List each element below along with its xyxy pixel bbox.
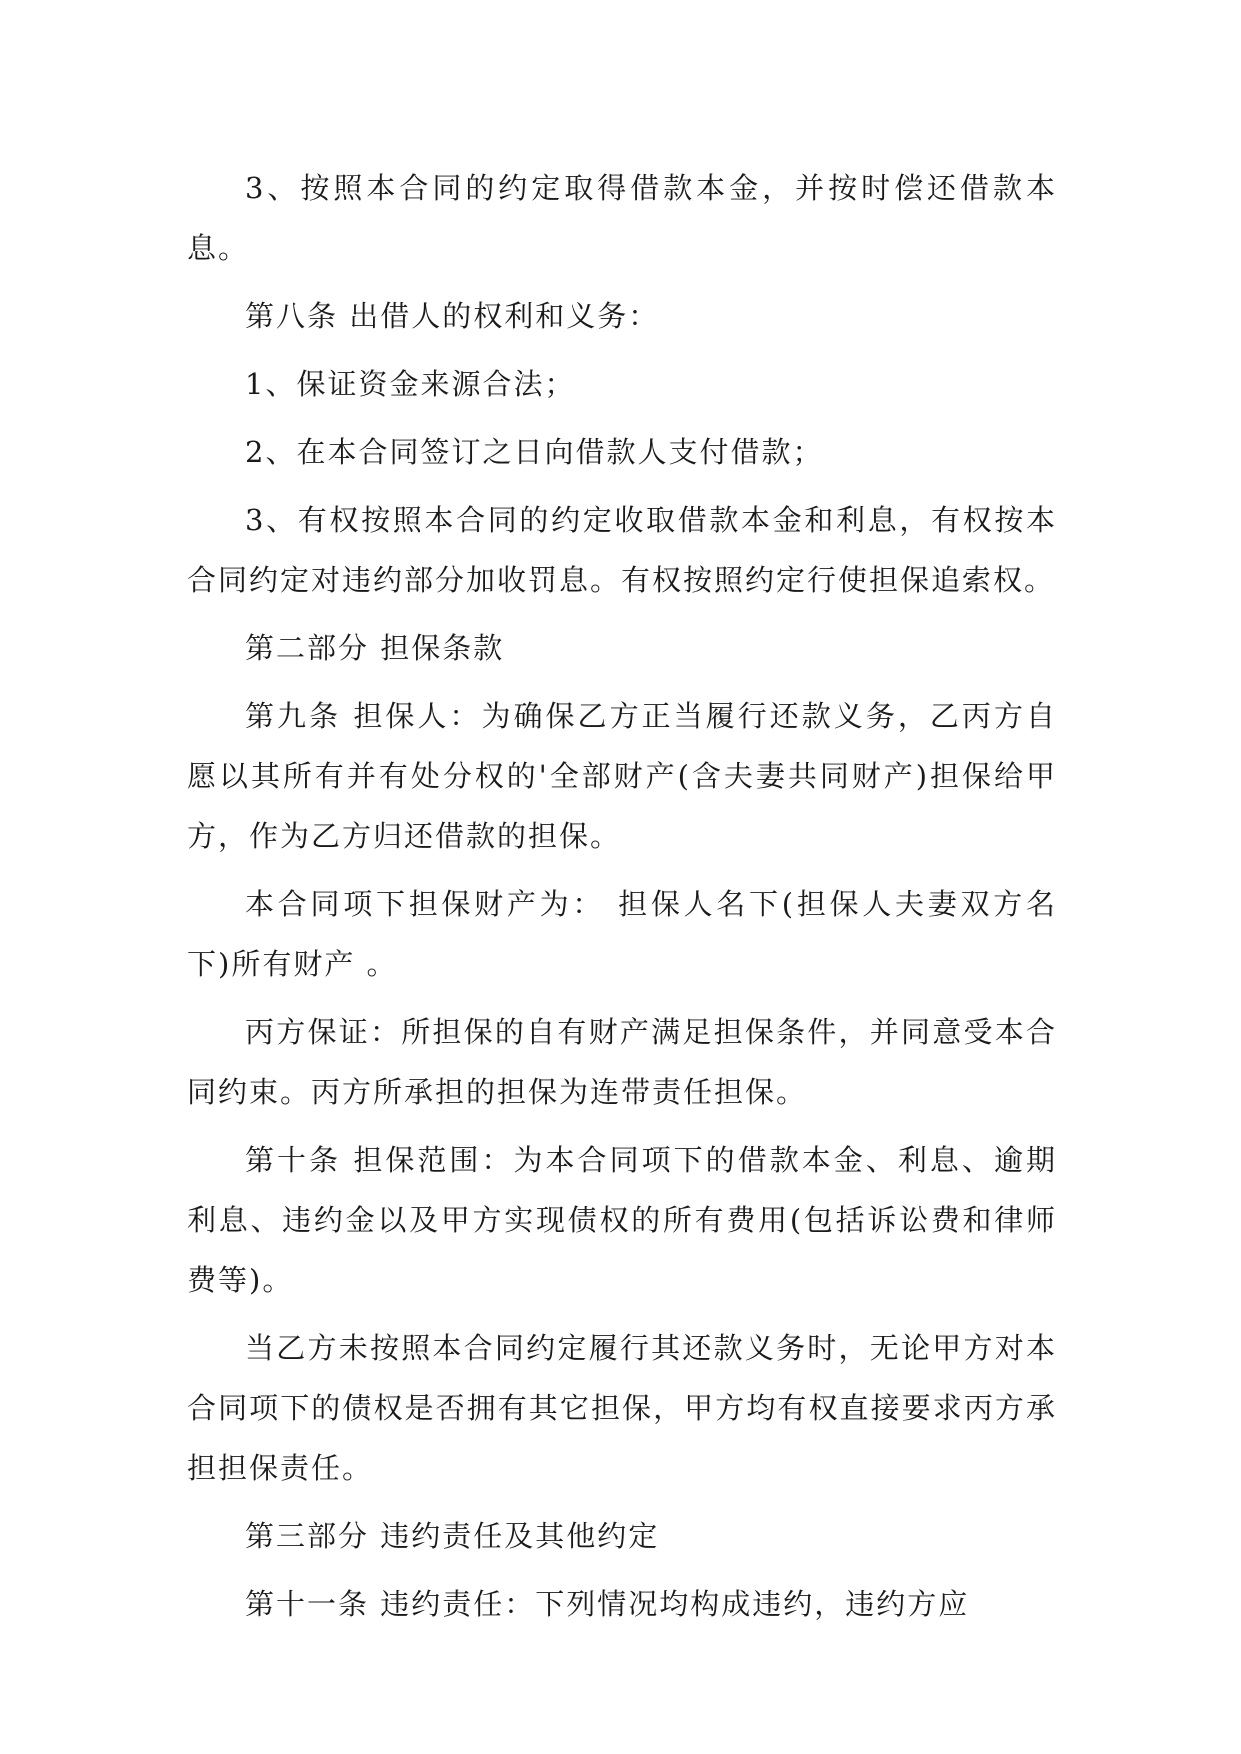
paragraph-direct-claim: 当乙方未按照本合同约定履行其还款义务时，无论甲方对本合同项下的债权是否拥有其它担保，甲方均有权直接要求丙方承担担保责任。	[187, 1331, 1057, 1485]
paragraph-part-2-heading: 第二部分 担保条款	[245, 631, 505, 665]
document-body	[187, 158, 1057, 1642]
paragraph-article-8-heading: 第八条 出借人的权利和义务：	[245, 299, 660, 333]
paragraph-guarantee-property: 本合同项下担保财产为： 担保人名下(担保人夫妻双方名下)所有财产 。	[187, 887, 1057, 981]
paragraph-lender-duty-1: 1、保证资金来源合法；	[245, 367, 576, 401]
paragraph-article-10: 第十条 担保范围：为本合同项下的借款本金、利息、逾期利息、违约金以及甲方实现债权的所有费用(包括诉讼费和律师费等)。	[187, 1143, 1057, 1297]
paragraph-article-11: 第十一条 违约责任：下列情况均构成违约，违约方应	[245, 1587, 970, 1621]
paragraph-lender-duty-2: 2、在本合同签订之日向借款人支付借款；	[245, 435, 824, 469]
paragraph-part-3-heading: 第三部分 违约责任及其他约定	[245, 1519, 660, 1553]
paragraph-borrower-obligation-3: 3、按照本合同的约定取得借款本金，并按时偿还借款本息。	[187, 171, 1057, 265]
paragraph-guarantor-assurance: 丙方保证：所担保的自有财产满足担保条件，并同意受本合同约束。丙方所承担的担保为连带责任担保。	[187, 1015, 1057, 1109]
paragraph-article-9: 第九条 担保人：为确保乙方正当履行还款义务，乙丙方自愿以其所有并有处分权的'全部财产(含夫妻共同财产)担保给甲方，作为乙方归还借款的担保。	[187, 699, 1057, 853]
paragraph-lender-duty-3: 3、有权按照本合同的约定收取借款本金和利息，有权按本合同约定对违约部分加收罚息。有权按照约定行使担保追索权。	[187, 503, 1057, 597]
